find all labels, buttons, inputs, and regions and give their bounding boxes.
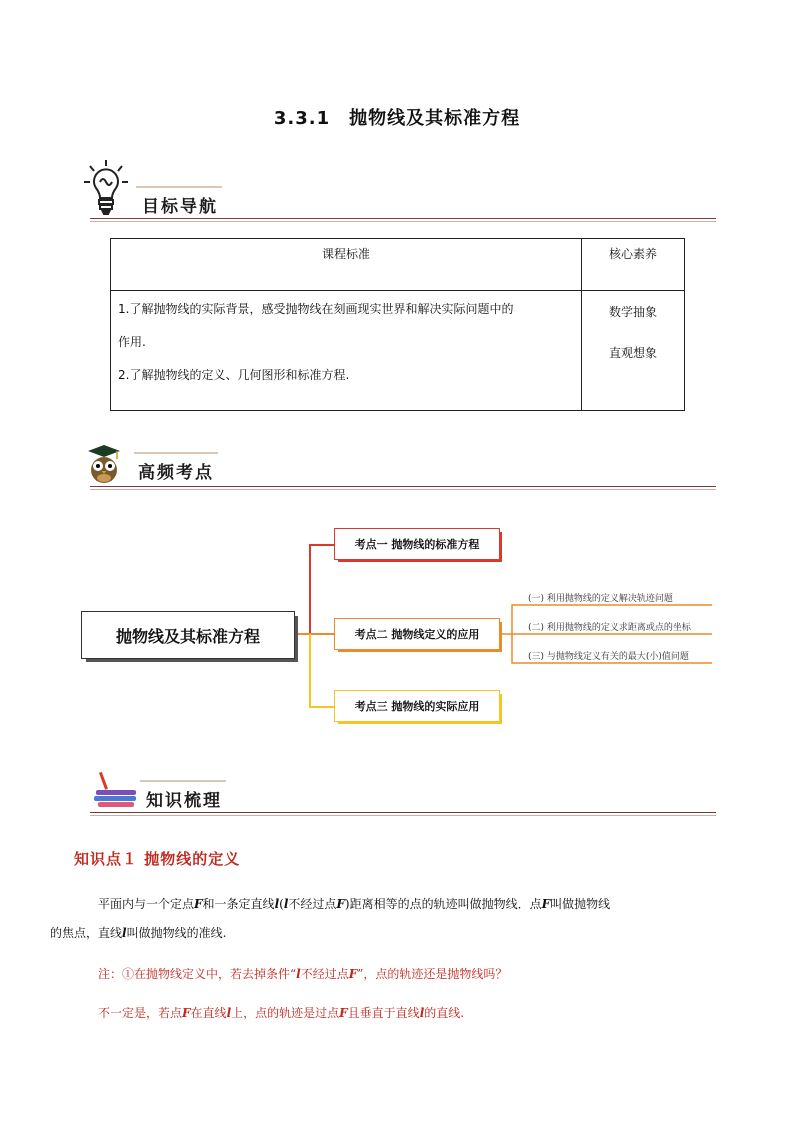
standard-line-2: 作用. [118, 335, 146, 349]
def-text: 叫做抛物线的准线. [126, 926, 227, 940]
var-l: l [283, 897, 289, 911]
page-title: 3.3.1 抛物线及其标准方程 [273, 108, 521, 129]
section-knowledge-label: 知识梳理 [146, 791, 222, 811]
mindmap-root: 抛物线及其标准方程 [81, 611, 295, 659]
definition-paragraph [50, 890, 724, 948]
mindmap-sub-3: (三) 与抛物线定义有关的最大(小)值问题 [528, 652, 689, 662]
def-text: 的焦点，直线 [50, 926, 123, 940]
var-l: l [226, 1006, 232, 1020]
var-F: F [339, 1006, 348, 1020]
note-text: 在直线 [190, 1006, 227, 1020]
var-F: F [348, 967, 358, 981]
note-text: ”，点的轨迹还是抛物线吗？ [357, 967, 508, 981]
def-text: ( [279, 897, 284, 911]
def-text: 和一条定直线 [202, 897, 275, 911]
def-text: 平面内与一个定点 [98, 897, 195, 911]
note-text: 上，点的轨迹是过点 [231, 1006, 340, 1020]
note-text: 不经过点 [300, 967, 349, 981]
mindmap-node-3: 考点三 抛物线的实际应用 [334, 690, 500, 722]
def-text: 不经过点 [288, 897, 337, 911]
note-question [98, 960, 748, 989]
core-item-2: 直观想象 [608, 346, 657, 360]
note-text: 且垂直于直线 [347, 1006, 420, 1020]
table-header-standard: 课程标准 [111, 239, 582, 291]
var-l: l [274, 897, 280, 911]
note-text: 注：①在抛物线定义中，若去掉条件“ [98, 967, 297, 981]
note-text: 不一定是，若点 [98, 1006, 183, 1020]
var-l: l [296, 967, 301, 981]
books-icon [92, 768, 138, 808]
note-text: 的直线. [424, 1006, 465, 1020]
knowledge-point-heading: 知识点１ 抛物线的定义 [74, 850, 241, 868]
var-F: F [541, 897, 551, 911]
var-F: F [182, 1006, 191, 1020]
mindmap-sub-2: (二) 利用抛物线的定义求距离或点的坐标 [528, 623, 691, 633]
section-knowledge-divider-2 [90, 815, 716, 816]
section-goal-label: 目标导航 [142, 197, 218, 217]
standard-line-3: 2.了解抛物线的定义、几何图形和标准方程. [118, 368, 350, 382]
mindmap-node-1: 考点一 抛物线的标准方程 [334, 528, 500, 560]
def-text: 叫做抛物线 [550, 897, 611, 911]
var-F: F [336, 897, 345, 911]
table-header-core: 核心素养 [582, 239, 685, 291]
standard-line-1: 1.了解抛物线的实际背景，感受抛物线在刻画现实世界和解决实际问题中的 [118, 302, 514, 316]
var-l: l [122, 926, 127, 940]
var-l: l [419, 1006, 425, 1020]
def-text: )距离相等的点的轨迹叫做抛物线．点 [344, 897, 542, 911]
section-knowledge-deco [140, 780, 226, 782]
mindmap-node-2: 考点二 抛物线定义的应用 [334, 618, 500, 650]
var-F: F [194, 897, 203, 911]
note-answer [98, 999, 748, 1028]
section-knowledge-divider [90, 812, 716, 813]
section-exam-label: 高频考点 [138, 463, 214, 483]
mindmap-sub-1: (一) 利用抛物线的定义解决轨迹问题 [528, 594, 673, 604]
core-item-1: 数学抽象 [608, 305, 657, 319]
